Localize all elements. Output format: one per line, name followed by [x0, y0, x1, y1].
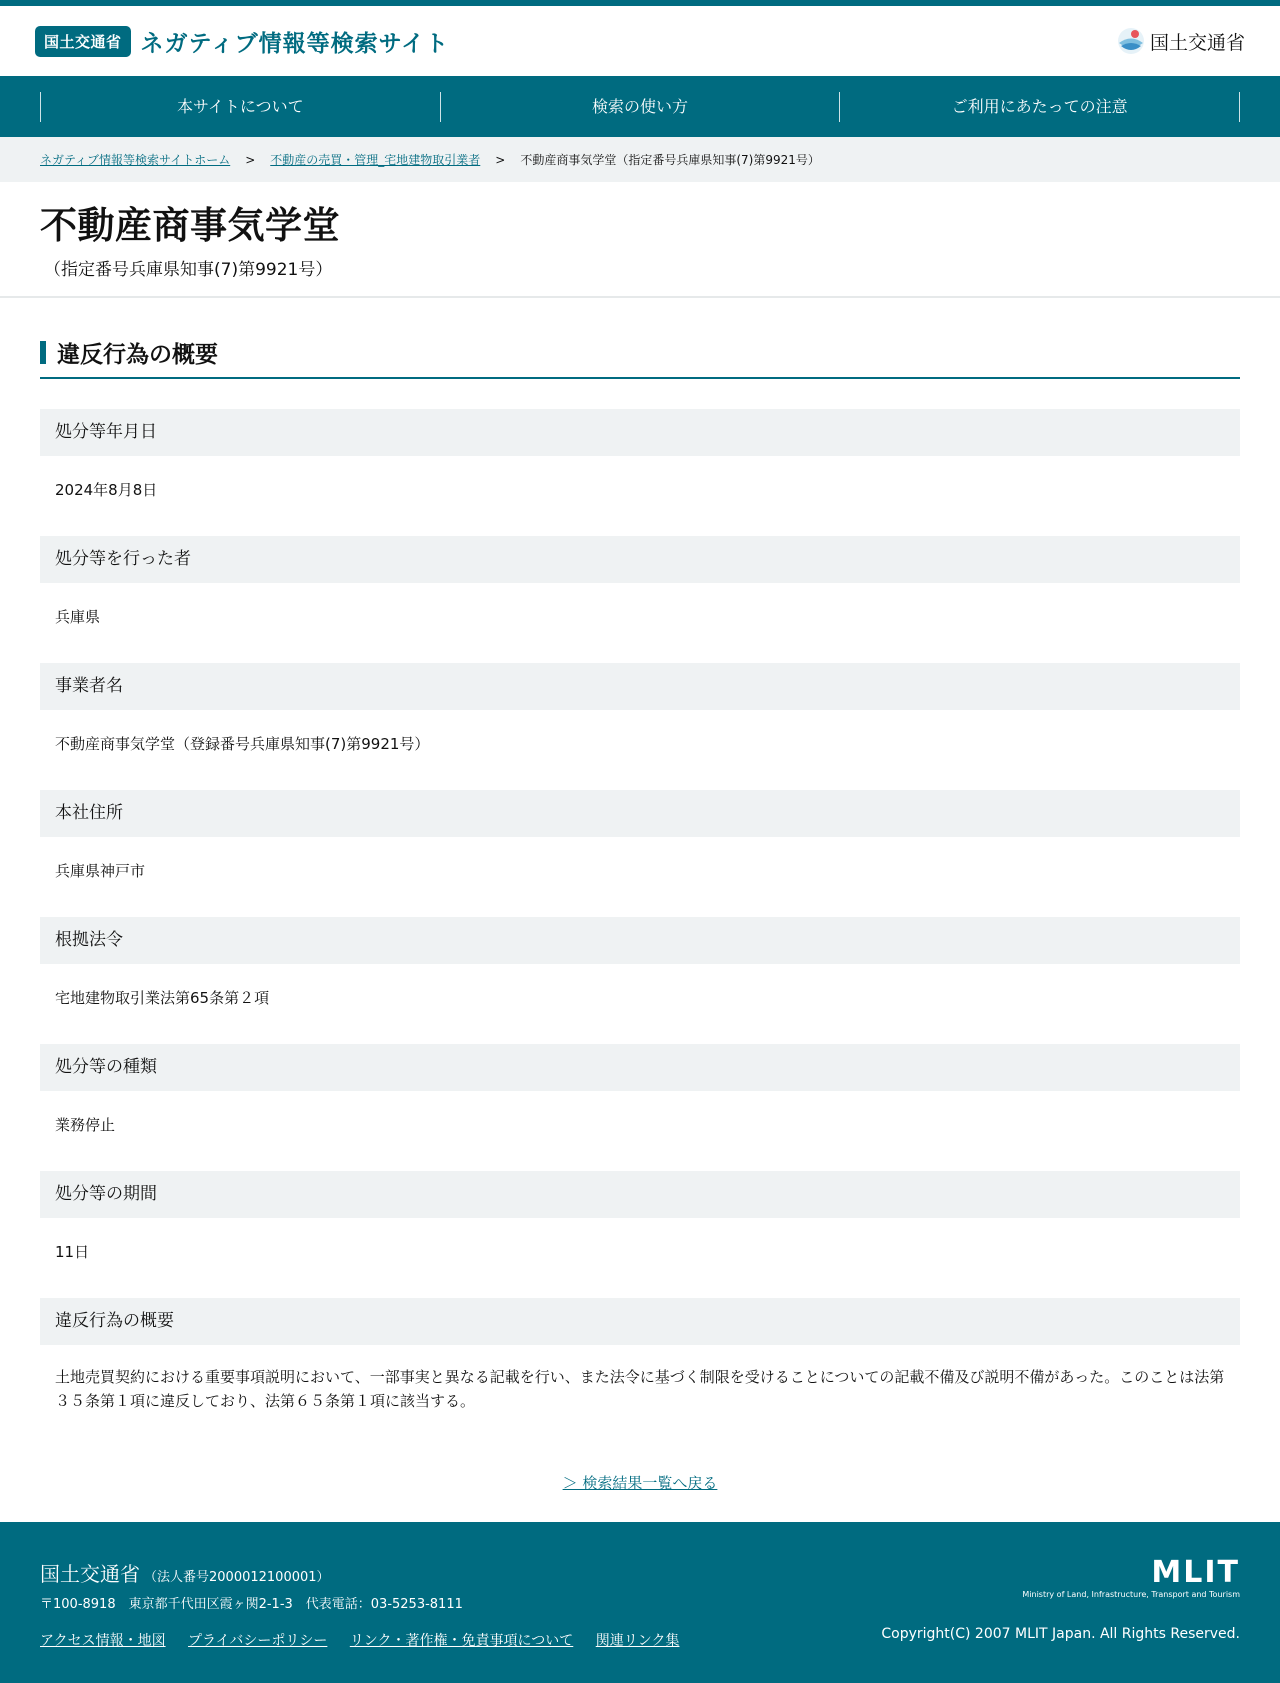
mlit-logo-subtitle: Ministry of Land, Infrastructure, Transport and Tourism — [1022, 1590, 1240, 1599]
ministry-logo-text: 国土交通省 — [1149, 31, 1245, 54]
footer-org-name: 国土交通省 — [40, 1562, 140, 1586]
detail-item — [40, 409, 1240, 536]
site-title: ネガティブ情報等検索サイト — [140, 30, 450, 57]
ministry-badge: 国土交通省 — [35, 26, 131, 57]
global-nav — [0, 76, 1280, 137]
footer-corp-number: （法人番号2000012100001） — [144, 1570, 330, 1585]
detail-label: 本社住所 — [40, 790, 1240, 837]
detail-value: 11日 — [55, 1243, 90, 1261]
page-subtitle: （指定番号兵庫県知事(7)第9921号） — [44, 260, 333, 280]
detail-item — [40, 663, 1240, 790]
mlit-emblem-icon — [1116, 26, 1146, 56]
detail-value: 兵庫県神戸市 — [55, 862, 146, 880]
breadcrumb-separator: > — [495, 152, 506, 167]
back-link-wrap — [40, 1472, 1240, 1493]
page-title: 不動産商事気学堂 — [40, 204, 340, 247]
detail-value: 土地売買契約における重要事項説明において、一部事実と異なる記載を行い、また法令に基づく制限を受けることについての記載不備及び説明不備があった。このことは法第３５条第１項に違反しており、法第６５条第１項に該当する。 — [55, 1368, 1225, 1410]
detail-item — [40, 536, 1240, 663]
detail-item — [40, 1298, 1240, 1447]
breadcrumb-category[interactable]: 不動産の売買・管理_宅地建物取引業者 — [270, 153, 481, 167]
mlit-logo[interactable]: MLIT — [1151, 1555, 1240, 1590]
site-header — [0, 6, 1280, 76]
detail-label: 処分等を行った者 — [40, 536, 1240, 583]
detail-value: 宅地建物取引業法第65条第２項 — [55, 989, 270, 1007]
title-block — [0, 182, 1280, 298]
footer-address: 〒100-8918 東京都千代田区霞ヶ関2-1-3 代表電話：03-5253-8111 — [40, 1597, 463, 1612]
detail-label: 処分等年月日 — [40, 409, 1240, 456]
detail-label: 処分等の期間 — [40, 1171, 1240, 1218]
breadcrumb-current: 不動産商事気学堂（指定番号兵庫県知事(7)第9921号） — [520, 153, 820, 167]
footer-link-privacy[interactable]: プライバシーポリシー — [188, 1633, 328, 1649]
detail-value: 2024年8月8日 — [55, 481, 158, 499]
footer-link-related[interactable]: 関連リンク集 — [595, 1633, 680, 1649]
footer-link-copyright[interactable]: リンク・著作権・免責事項について — [349, 1633, 574, 1649]
breadcrumb-home[interactable]: ネガティブ情報等検索サイトホーム — [40, 153, 231, 167]
footer-right — [881, 1555, 1240, 1642]
heading-accent-bar — [40, 341, 46, 364]
nav-how-to-search[interactable]: 検索の使い方 — [440, 92, 840, 122]
detail-label: 違反行為の概要 — [40, 1298, 1240, 1345]
section-heading — [40, 336, 1240, 379]
footer-link-access[interactable]: アクセス情報・地図 — [40, 1633, 166, 1649]
detail-item — [40, 1171, 1240, 1298]
main-content — [0, 298, 1280, 1493]
detail-value: 業務停止 — [55, 1116, 116, 1134]
back-to-results-link[interactable]: ＞ 検索結果一覧へ戻る — [562, 1474, 718, 1492]
detail-label: 根拠法令 — [40, 917, 1240, 964]
nav-about[interactable]: 本サイトについて — [40, 92, 440, 122]
detail-label: 事業者名 — [40, 663, 1240, 710]
section-heading-text: 違反行為の概要 — [57, 342, 218, 368]
ministry-logo[interactable] — [1116, 26, 1245, 56]
detail-item — [40, 917, 1240, 1044]
detail-item — [40, 1044, 1240, 1171]
site-brand[interactable] — [35, 25, 449, 58]
detail-item — [40, 790, 1240, 917]
copyright: Copyright(C) 2007 MLIT Japan. All Rights Reserved. — [881, 1626, 1240, 1642]
breadcrumb — [0, 137, 1280, 182]
detail-value: 不動産商事気学堂（登録番号兵庫県知事(7)第9921号） — [55, 735, 430, 753]
nav-notes[interactable]: ご利用にあたっての注意 — [839, 92, 1240, 122]
detail-value: 兵庫県 — [55, 608, 101, 626]
detail-label: 処分等の種類 — [40, 1044, 1240, 1091]
site-footer — [0, 1522, 1280, 1683]
breadcrumb-separator: > — [245, 152, 256, 167]
